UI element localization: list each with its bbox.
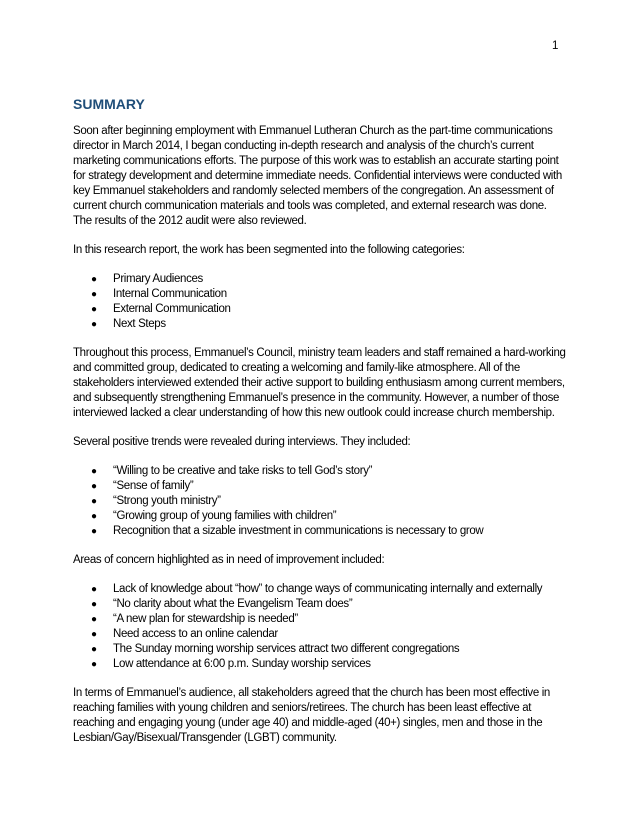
list-item: ● External Communication — [91, 303, 231, 315]
list-item: ● “Strong youth ministry” — [91, 495, 221, 507]
list-item: ● Low attendance at 6:00 p.m. Sunday worship services — [91, 658, 371, 670]
bullet-icon: ● — [91, 526, 97, 537]
process-paragraph: Throughout this process, Emmanuel’s Council, ministry team leaders and staff remained a hard-working and committed group, dedicated to creating a welcoming and family-like atmosphere. All of the stakeholders interviewed extended their active support to building enthusiasm among current members, and subsequently strengthening Emmanuel’s presence in the community. However, a number of those interviewed lacked a clear understanding of how this new outlook could increase church membership. — [73, 347, 566, 419]
bullet-icon: ● — [91, 584, 97, 595]
bullet-icon: ● — [91, 289, 97, 300]
list-item: ● Internal Communication — [91, 288, 227, 300]
bullet-icon: ● — [91, 629, 97, 640]
list-item: ● Lack of knowledge about “how” to change ways of communicating internally and externally — [91, 583, 543, 595]
bullet-icon: ● — [91, 614, 97, 625]
section-heading: SUMMARY — [73, 96, 145, 112]
categories-list — [73, 272, 568, 332]
categories-intro-paragraph: In this research report, the work has been segmented into the following categories: — [73, 244, 465, 256]
list-item: ● “Willing to be creative and take risks to tell God’s story” — [91, 465, 373, 477]
concerns-intro-paragraph: Areas of concern highlighted as in need of improvement included: — [73, 554, 385, 566]
list-item: ● Recognition that a sizable investment in communications is necessary to grow — [91, 525, 484, 537]
list-item: ● Need access to an online calendar — [91, 628, 278, 640]
bullet-icon: ● — [91, 644, 97, 655]
bullet-icon: ● — [91, 274, 97, 285]
trends-list — [73, 464, 568, 539]
bullet-icon: ● — [91, 496, 97, 507]
bullet-icon: ● — [91, 659, 97, 670]
list-item: ● Next Steps — [91, 318, 166, 330]
list-item: ● The Sunday morning worship services attract two different congregations — [91, 643, 460, 655]
audience-paragraph: In terms of Emmanuel’s audience, all stakeholders agreed that the church has been most effective in reaching families with young children and seniors/retirees. The church has been least effective at reaching and engaging young (under age 40) and middle-aged (40+) singles, men and those in the Lesbian/Gay/Bisexual/Transgender (LGBT) community. — [73, 687, 550, 744]
bullet-icon: ● — [91, 466, 97, 477]
list-item: ● “Sense of family” — [91, 480, 194, 492]
page-number: 1 — [552, 40, 559, 52]
trends-intro-paragraph: Several positive trends were revealed during interviews. They included: — [73, 436, 411, 448]
list-item: ● “No clarity about what the Evangelism Team does” — [91, 598, 353, 610]
document-body — [73, 97, 568, 760]
concerns-list — [73, 582, 568, 672]
intro-paragraph: Soon after beginning employment with Emmanuel Lutheran Church as the part-time communications director in March 2014, I began conducting in-depth research and analysis of the church’s current marketing communications efforts. The purpose of this work was to establish an accurate starting point for strategy development and determine immediate needs. Confidential interviews were conducted with key Emmanuel stakeholders and randomly selected members of the congregation. An assessment of current church communication materials and tools was completed, and external research was done. The results of the 2012 audit were also reviewed. — [73, 125, 562, 227]
list-item: ● Primary Audiences — [91, 273, 203, 285]
bullet-icon: ● — [91, 599, 97, 610]
list-item: ● “A new plan for stewardship is needed” — [91, 613, 298, 625]
bullet-icon: ● — [91, 319, 97, 330]
bullet-icon: ● — [91, 511, 97, 522]
bullet-icon: ● — [91, 481, 97, 492]
list-item: ● “Growing group of young families with children” — [91, 510, 337, 522]
bullet-icon: ● — [91, 304, 97, 315]
